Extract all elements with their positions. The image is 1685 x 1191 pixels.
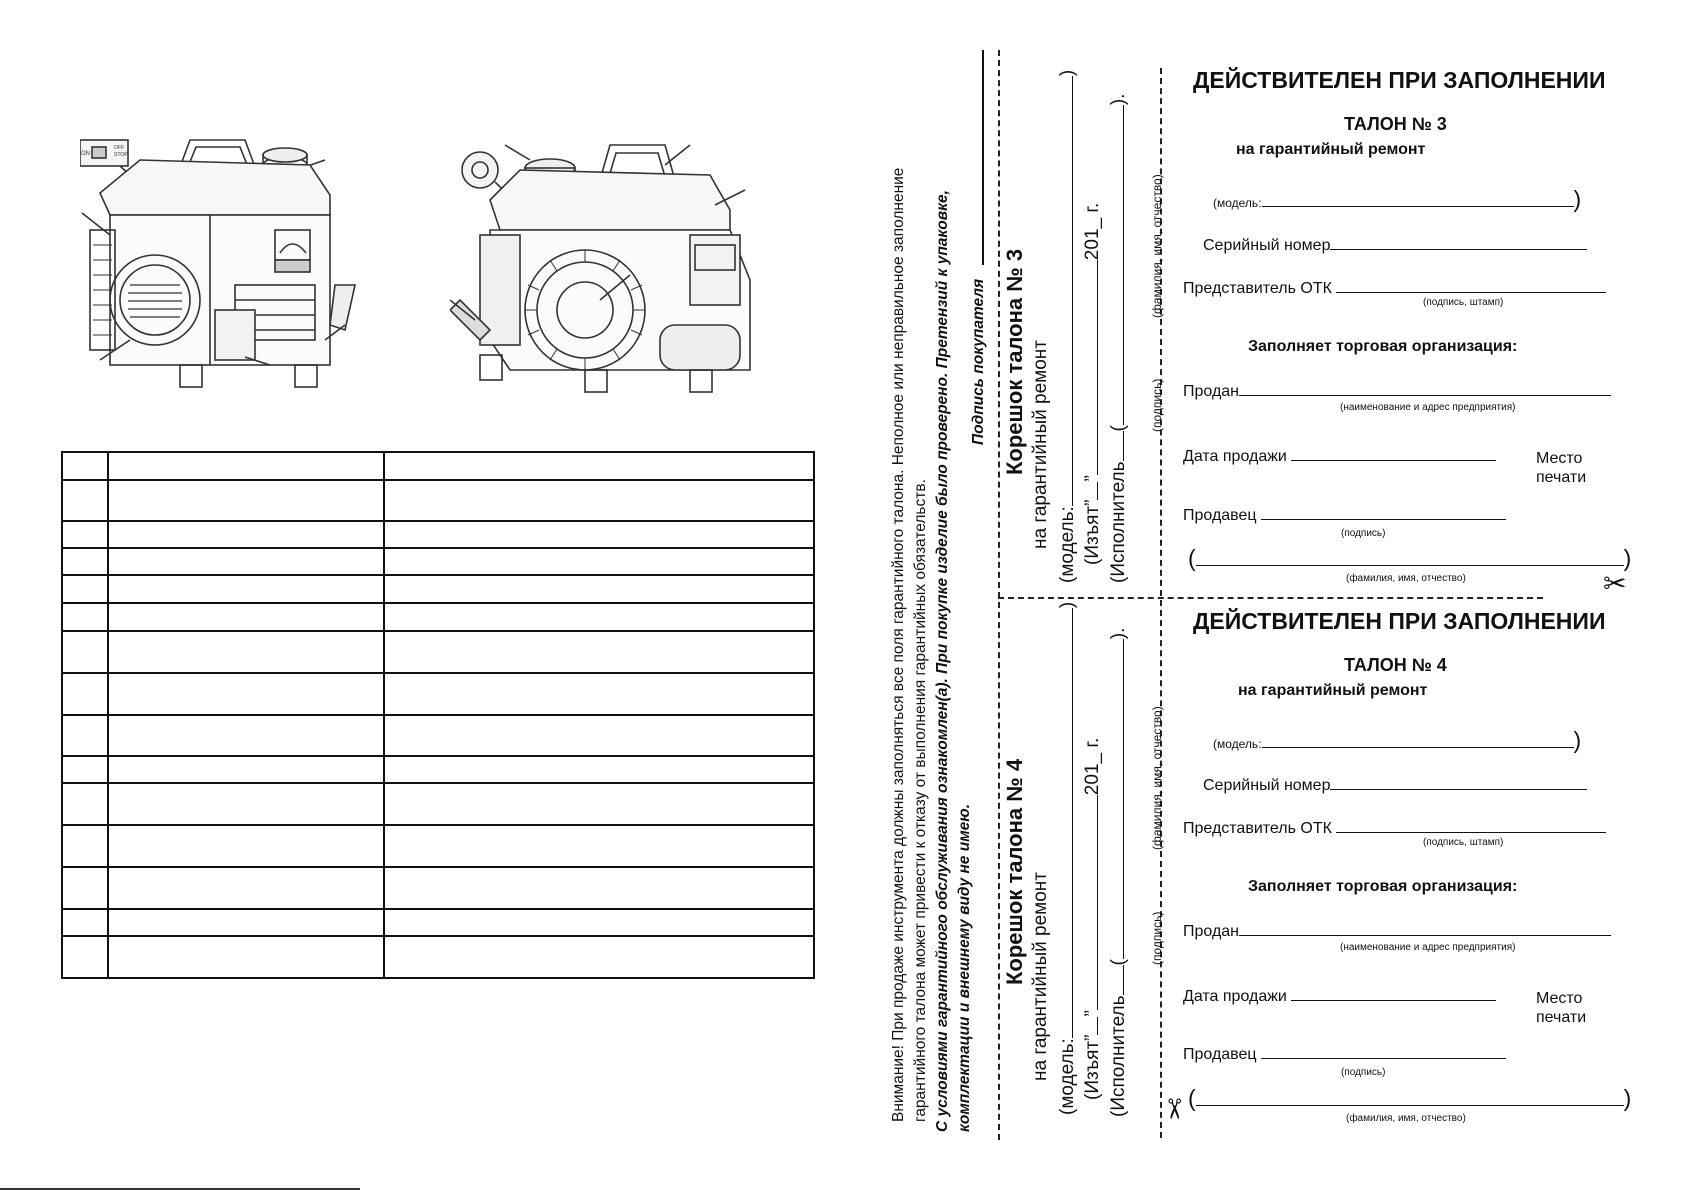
table-cell [108,603,384,631]
table-row [62,548,814,575]
coupon3-date-input[interactable] [1291,460,1496,461]
stub4-executor-line: (Исполнитель(). [1108,627,1129,1117]
coupon3-sold-row [1183,383,1611,401]
table-cell [62,548,108,575]
stub4-seized-label: (Изъят” [1082,1034,1103,1100]
stub3-month-blank [1097,260,1098,475]
coupon4-repair-label: на гарантийный ремонт [1238,682,1428,699]
table-cell [62,480,108,521]
parts-table [61,451,815,979]
stub3-subtitle: на гарантийный ремонт [1030,340,1051,549]
table-cell [384,603,814,631]
table-cell [62,521,108,548]
table-cell [108,521,384,548]
coupon4-otk-hint: (подпись, штамп) [1423,837,1504,848]
stub4-sign-blank [1123,965,1124,995]
coupon3-date-label: Дата продажи [1183,448,1287,465]
table-row [62,936,814,978]
stub3-executor-label: (Исполнитель [1108,461,1129,583]
table-cell [62,825,108,867]
coupon4-talon-number: ТАЛОН № 4 [1344,655,1447,675]
stub3-model-label: (модель: [1057,506,1078,583]
stub4-name-hint: (фамилия, имя, отчество) [1150,706,1164,850]
coupon4-model-close: ) [1573,727,1582,753]
coupon4-trade-fill: Заполняет торговая организация: [1248,878,1518,895]
coupon3-seller-input[interactable] [1261,519,1506,520]
stub4-name-blank [1123,639,1124,959]
coupon3-fio-input[interactable] [1196,565,1624,566]
table-cell [108,783,384,825]
coupon4-otk-input[interactable] [1336,832,1606,833]
table-cell [384,756,814,783]
table-cell [384,521,814,548]
table-cell [384,909,814,936]
stub3-seized-label: (Изъят” [1082,499,1103,565]
coupon4-model-label: (модель: [1213,737,1262,751]
stub4-month-blank [1097,795,1098,1010]
table-cell [62,452,108,480]
coupon4-valid-title: ДЕЙСТВИТЕЛЕН ПРИ ЗАПОЛНЕНИИ [1193,608,1606,634]
stub3-quote: ” [1082,475,1103,482]
coupon4-otk-label: Представитель ОТК [1183,820,1332,837]
table-cell [108,756,384,783]
stub3-executor-line: (Исполнитель(). [1108,93,1129,583]
scissors-icon: ✂ [1603,568,1627,599]
stub3-seized-line [1082,203,1104,565]
panel-stop-label: STOP [114,152,128,158]
table-row [62,521,814,548]
coupon3-otk-input[interactable] [1336,292,1606,293]
coupon4-fio-input[interactable] [1196,1105,1624,1106]
stub3-model-blank [1072,76,1073,506]
coupon4-seller-input[interactable] [1261,1058,1506,1059]
coupon3-place-label: Место [1536,450,1583,467]
coupon3-model-row [1213,186,1581,213]
stub3-name-hint: (фамилия, имя, отчество) [1150,174,1164,318]
stub3-day-blank [1097,482,1098,500]
coupon3-otk-label: Представитель ОТК [1183,280,1332,297]
table-cell [62,936,108,978]
table-cell [384,936,814,978]
stub4-quote: ” [1082,1010,1103,1017]
table-cell [108,452,384,480]
coupon4-date-label: Дата продажи [1183,988,1287,1005]
coupon3-trade-fill: Заполняет торговая организация: [1248,338,1518,355]
coupon3-sold-label: Продан [1183,383,1240,400]
table-cell [62,631,108,673]
coupon4-date-row [1183,988,1496,1006]
generator-front-illustration [80,135,410,425]
coupon3-valid-title: ДЕЙСТВИТЕЛЕН ПРИ ЗАПОЛНЕНИИ [1193,67,1606,93]
table-cell [108,548,384,575]
coupon4-seller-hint: (подпись) [1341,1067,1386,1078]
coupon3-model-input[interactable] [1262,206,1574,207]
table-cell [384,783,814,825]
coupon3-otk-row [1183,280,1606,298]
table-cell [108,936,384,978]
table-cell [62,575,108,603]
buyer-signature-label: Подпись покупателя [970,278,987,445]
table-cell [108,631,384,673]
table-cell [384,867,814,909]
table-row [62,756,814,783]
coupon3-otk-hint: (подпись, штамп) [1423,297,1504,308]
stub4-subtitle: на гарантийный ремонт [1030,872,1051,1081]
coupon4-serial-label: Серийный номер [1203,777,1331,794]
warning-line-1: Внимание! При продаже инструмента должны заполняться все поля гарантийного талона. Неполное или неправильное заполнение [890,167,907,1122]
cut-line-middle [998,597,1543,599]
table-cell [384,480,814,521]
buyer-signature-line [982,50,984,265]
cut-line-left [998,50,1000,1140]
table-row [62,452,814,480]
coupon4-seller-label: Продавец [1183,1046,1257,1063]
coupon3-model-close: ) [1573,186,1582,212]
scissors-icon: ✂ [1158,1097,1190,1121]
coupon4-otk-row [1183,820,1606,838]
table-row [62,909,814,936]
table-cell [384,575,814,603]
coupon3-serial-input[interactable] [1330,249,1587,250]
stub3-title: Корешок талона № 3 [1002,248,1027,475]
table-cell [108,575,384,603]
coupon4-model-row [1213,727,1581,754]
coupon4-fio-close: ) [1623,1085,1632,1111]
table-cell [384,715,814,756]
table-row [62,825,814,867]
table-cell [384,825,814,867]
panel-off-label: OFF [114,145,124,151]
table-row [62,575,814,603]
stub4-model-line: (модель:) [1057,601,1078,1115]
stub4-title: Корешок талона № 4 [1002,758,1027,985]
table-cell [384,673,814,715]
table-row [62,480,814,521]
stub4-seized-line [1082,738,1104,1100]
table-cell [62,673,108,715]
coupon3-talon-number: ТАЛОН № 3 [1344,114,1447,134]
coupon4-place-label: Место [1536,990,1583,1007]
coupon3-serial-label: Серийный номер [1203,237,1331,254]
table-cell [108,825,384,867]
stub4-executor-label: (Исполнитель [1108,995,1129,1117]
table-cell [62,603,108,631]
stub4-model-blank [1072,608,1073,1038]
table-cell [62,867,108,909]
panel-on-label: ON [81,151,90,157]
table-cell [108,909,384,936]
page-bottom-rule [0,1188,360,1190]
generator-rear-illustration [450,140,780,430]
table-cell [384,631,814,673]
table-cell [108,480,384,521]
coupon3-seller-row [1183,507,1506,525]
table-row [62,715,814,756]
coupon3-seller-hint: (подпись) [1341,528,1386,539]
coupon3-fio-hint: (фамилия, имя, отчество) [1346,573,1466,584]
stub4-year: 201_ г. [1082,737,1103,796]
coupon3-fio-close: ) [1623,545,1632,571]
table-row [62,603,814,631]
coupon4-serial-input[interactable] [1330,789,1587,790]
coupon4-date-input[interactable] [1291,1000,1496,1001]
table-cell [108,673,384,715]
table-cell [108,867,384,909]
coupon3-seller-label: Продавец [1183,507,1257,524]
coupon4-serial-row [1203,777,1587,795]
table-row [62,631,814,673]
table-cell [62,715,108,756]
stub3-year: 201_ г. [1082,202,1103,261]
coupon4-sold-row [1183,923,1611,941]
coupon4-model-input[interactable] [1262,747,1574,748]
table-row [62,673,814,715]
stub4-sign-hint: (подпись) [1150,911,1164,965]
coupon3-fio-open: ( [1188,545,1196,571]
coupon4-sold-label: Продан [1183,923,1240,940]
coupon3-model-label: (модель: [1213,196,1262,210]
coupon3-sold-input[interactable] [1239,395,1611,396]
coupon3-stamp-label: печати [1536,469,1587,486]
stub4-model-label: (модель: [1057,1038,1078,1115]
warning-line-2: гарантийного талона может привести к отказу от выполнения гарантийных обязательств. [912,479,929,1122]
table-row [62,783,814,825]
coupon3-serial-row [1203,237,1587,255]
coupon4-sold-input[interactable] [1239,935,1611,936]
table-cell [384,548,814,575]
table-cell [62,909,108,936]
stub4-day-blank [1097,1017,1098,1035]
coupon3-sold-hint: (наименование и адрес предприятия) [1340,402,1516,413]
table-cell [108,715,384,756]
table-cell [384,452,814,480]
table-cell [62,756,108,783]
warning-line-3: С условиями гарантийного обслуживания ознакомлен(а). При покупке изделие было проверено. Претензий к упаковке, [934,190,951,1132]
coupon4-stamp-label: печати [1536,1009,1587,1026]
coupon4-seller-row [1183,1046,1506,1064]
stub3-sign-hint: (подпись) [1150,378,1164,432]
table-row [62,867,814,909]
coupon3-date-row [1183,448,1496,466]
coupon4-fio-hint: (фамилия, имя, отчество) [1346,1113,1466,1124]
coupon3-fio-row [1188,545,1631,572]
warning-line-4: комплектации и внешнему виду не имею. [956,804,973,1132]
coupon3-repair-label: на гарантийный ремонт [1236,141,1426,158]
coupon4-fio-row [1188,1085,1631,1112]
table-cell [62,783,108,825]
stub3-name-blank [1123,105,1124,425]
coupon4-fio-open: ( [1188,1085,1196,1111]
stub3-sign-blank [1123,431,1124,461]
coupon4-sold-hint: (наименование и адрес предприятия) [1340,942,1516,953]
stub3-model-line: (модель:) [1057,69,1078,583]
